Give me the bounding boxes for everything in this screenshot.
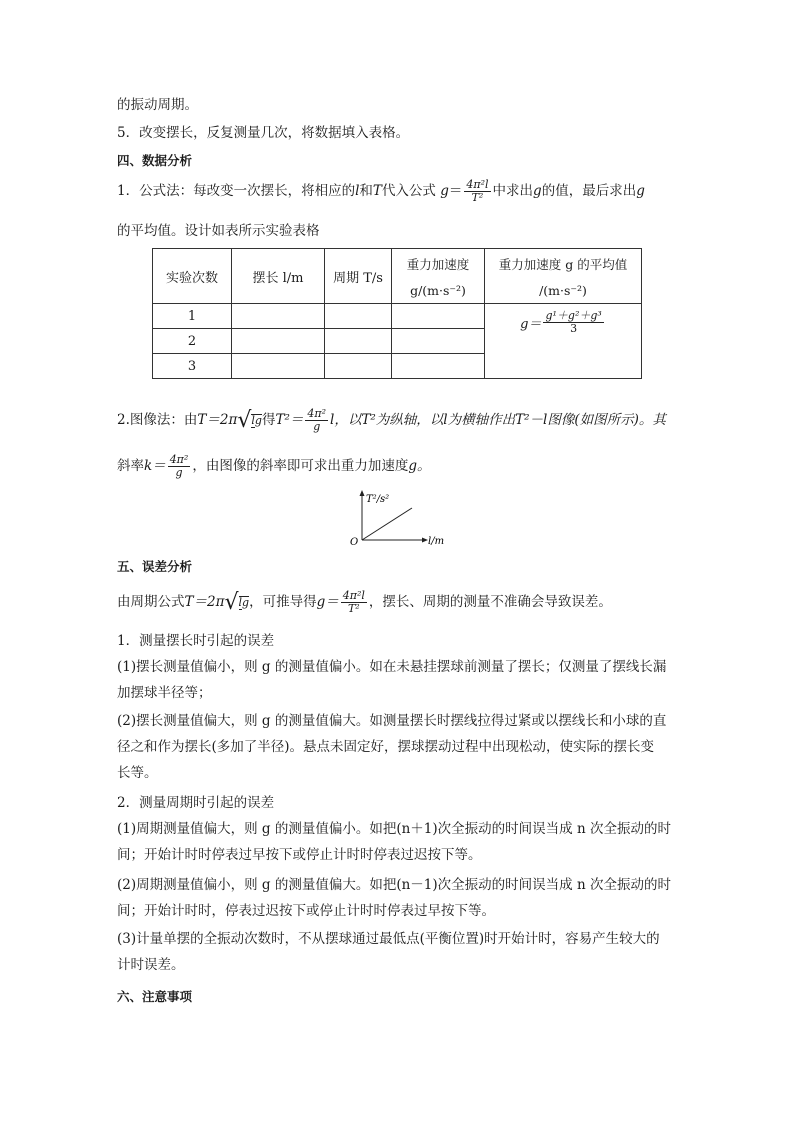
table-header: 摆长 l/m <box>232 249 325 304</box>
text: 1．公式法：每改变一次摆长，将相应的 <box>117 183 356 199</box>
table-cell: 1 <box>153 304 232 329</box>
text: 和 <box>359 183 373 199</box>
avg-lhs: g＝ <box>520 317 542 332</box>
text-line: 的平均值。设计如表所示实验表格 <box>117 223 320 239</box>
text: 斜率 <box>117 458 144 474</box>
text-line: 长等。 <box>117 765 158 781</box>
formula-method-paragraph <box>117 176 645 206</box>
fraction <box>168 454 191 479</box>
text: ＝ <box>448 183 463 199</box>
text: 由周期公式 <box>117 594 185 610</box>
sqrt-numerator: l <box>238 596 243 609</box>
text-line: (2)周期测量值偏小，则 g 的测量值偏大。如把(n－1)次全振动的时间误当成 n 次全振动的时 <box>117 877 671 893</box>
table-cell <box>325 354 392 379</box>
text: 中求出 <box>492 183 534 199</box>
header-line: /(m·s⁻²) <box>539 282 587 298</box>
var-g: g <box>636 183 645 199</box>
slope-paragraph <box>117 448 430 484</box>
sqrt-denominator: g <box>254 414 262 427</box>
formula: T＝2π <box>197 412 238 428</box>
origin-label: O <box>350 537 359 548</box>
table-header <box>392 249 485 304</box>
table-cell <box>325 329 392 354</box>
fraction <box>341 590 367 615</box>
table-cell <box>325 304 392 329</box>
var-T: T <box>372 183 382 199</box>
table-cell <box>232 304 325 329</box>
formula: g＝ <box>316 594 339 610</box>
text: ，摆长、周期的测量不准确会导致误差。 <box>368 594 612 610</box>
subsection-heading: 1．测量摆长时引起的误差 <box>117 633 275 649</box>
header-line: 重力加速度 <box>406 256 470 272</box>
text-line: 加摆球半径等； <box>117 685 212 701</box>
text: g。 <box>408 458 431 474</box>
text: ，由图像的斜率即可求出重力加速度 <box>192 458 409 474</box>
text: ，可推导得 <box>249 594 317 610</box>
fraction-numerator: g¹＋g²＋g³ <box>545 309 602 322</box>
table-cell <box>392 329 485 354</box>
text-line: 的振动周期。 <box>117 97 198 113</box>
text: l为横轴作出 <box>443 412 516 428</box>
data-line <box>362 508 412 540</box>
table-cell: 2 <box>153 329 232 354</box>
fraction-denominator: T² <box>471 191 484 204</box>
text: 2.图像法：由 <box>117 412 198 428</box>
table-cell <box>232 354 325 379</box>
fraction-numerator: 4π²l <box>342 589 365 602</box>
table-cell <box>392 354 485 379</box>
text-line: 计时误差。 <box>117 957 185 973</box>
text: T²为纵轴，以 <box>361 412 444 428</box>
var-l: l <box>355 183 360 199</box>
formula: T＝2π <box>184 594 225 610</box>
table-cell: 3 <box>153 354 232 379</box>
fraction-denominator: T² <box>347 602 360 615</box>
text: T²－l图像(如图所示)。其 <box>515 412 666 428</box>
formula: T²＝ <box>275 412 304 428</box>
var-g: g <box>533 183 542 199</box>
fraction-numerator: 4π² <box>169 453 189 466</box>
formula: k＝ <box>144 458 166 474</box>
t2-l-graph <box>340 488 460 548</box>
sqrt: √lg <box>237 407 262 433</box>
fraction-denominator: g <box>175 466 183 479</box>
table-cell <box>392 304 485 329</box>
error-formula-paragraph <box>117 584 612 620</box>
text-line: (1)摆长测量值偏小，则 g 的测量值偏小。如在未悬挂摆球前测量了摆长；仅测量了摆线长漏 <box>117 659 667 675</box>
subsection-heading: 2．测量周期时引起的误差 <box>117 795 275 811</box>
fraction-numerator: 4π² <box>307 407 327 420</box>
fraction-denominator: 3 <box>570 322 578 335</box>
graph-method-paragraph <box>117 402 666 438</box>
text-line: (3)计量单摆的全振动次数时，不从摆球通过最低点(平衡位置)时开始计时，容易产生较大的 <box>117 931 660 947</box>
text-line: (2)摆长测量值偏大，则 g 的测量值偏大。如测量摆长时摆线拉得过紧或以摆线长和小球的直 <box>117 713 667 729</box>
fraction <box>464 179 490 204</box>
header-line: g/(m·s⁻²) <box>410 282 466 298</box>
x-axis-label: l/m <box>428 536 445 547</box>
section-heading: 四、数据分析 <box>117 153 193 168</box>
text-line: (1)周期测量值偏大，则 g 的测量值偏小。如把(n＋1)次全振动的时间误当成 n 次全振动的时 <box>117 821 671 837</box>
y-axis-label: T²/s² <box>366 494 390 505</box>
table-header <box>485 249 642 304</box>
text-line: 间；开始计时时，停表过迟按下或停止计时时停表过早按下等。 <box>117 903 495 919</box>
table-header: 周期 T/s <box>325 249 392 304</box>
text: l，以 <box>330 412 362 428</box>
section-heading: 六、注意事项 <box>117 989 193 1004</box>
fraction-denominator: g <box>313 420 321 433</box>
y-axis-arrow <box>360 490 365 496</box>
sqrt-denominator: g <box>242 596 250 609</box>
table-cell <box>232 329 325 354</box>
text: 代入公式 <box>381 183 436 199</box>
var-g: g <box>440 183 449 199</box>
table-header: 实验次数 <box>153 249 232 304</box>
fraction <box>543 310 603 335</box>
text-line: 5．改变摆长，反复测量几次，将数据填入表格。 <box>117 125 410 141</box>
header-line: 重力加速度 g 的平均值 <box>498 256 628 272</box>
text: 的值，最后求出 <box>541 183 637 199</box>
sqrt-numerator: l <box>251 414 255 427</box>
fraction <box>305 408 328 433</box>
experiment-table <box>152 248 642 379</box>
sqrt: √lg <box>224 589 250 615</box>
table-cell-average <box>485 304 642 379</box>
text-line: 间；开始计时时停表过早按下或停止计时时停表过迟按下等。 <box>117 847 482 863</box>
text: 得 <box>261 412 276 428</box>
text-line: 径之和作为摆长(多加了半径)。悬点未固定好，摆球摆动过程中出现松动，使实际的摆长变 <box>117 739 655 755</box>
fraction-numerator: 4π²l <box>466 178 489 191</box>
section-heading: 五、误差分析 <box>117 559 193 574</box>
